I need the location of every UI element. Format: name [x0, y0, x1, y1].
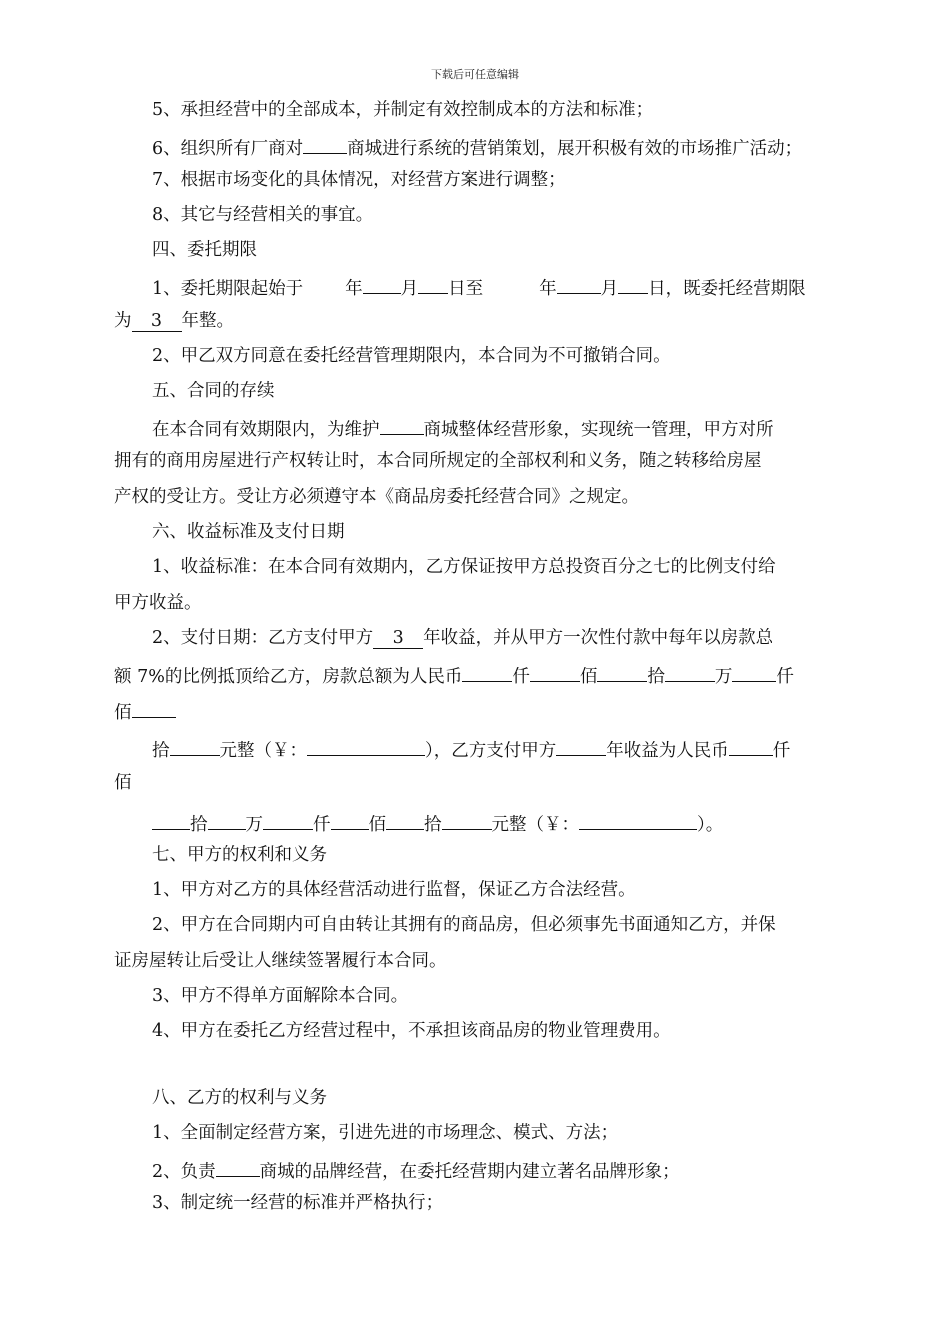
clause-line: 产权的受让方。受让方必须遵守本《商品房委托经营合同》之规定。	[114, 487, 639, 507]
blank-field[interactable]	[442, 809, 492, 830]
blank-field[interactable]	[597, 661, 647, 682]
blank-field[interactable]	[462, 661, 512, 682]
clause-line: 拾 元整（￥： ），乙方支付甲方 年收益为人民币 仟	[152, 735, 840, 763]
blank-field[interactable]	[386, 809, 424, 830]
clause-line: 7、根据市场变化的具体情况，对经营方案进行调整；	[152, 170, 566, 190]
blank-field[interactable]	[556, 735, 606, 756]
clause-line: 6、组织所有厂商对 商城进行系统的营销策划，展开积极有效的市场推广活动；	[152, 133, 840, 161]
clause-line: 佰	[114, 697, 840, 725]
blank-field[interactable]	[152, 809, 190, 830]
clause-line: 1、收益标准：在本合同有效期内，乙方保证按甲方总投资百分之七的比例支付给	[152, 557, 776, 577]
blank-field[interactable]	[132, 697, 176, 718]
clause-line: 甲方收益。	[114, 593, 202, 613]
blank-field[interactable]	[331, 809, 369, 830]
clause-line: 拾 万 仟 佰 拾 元整（￥： ）。	[152, 809, 840, 837]
clause-line: 拥有的商用房屋进行产权转让时，本合同所规定的全部权利和义务，随之转移给房屋	[114, 451, 762, 471]
clause-line: 证房屋转让后受让人继续签署履行本合同。	[114, 951, 447, 971]
clause-line: 2、甲乙双方同意在委托经营管理期限内，本合同为不可撤销合同。	[152, 346, 671, 366]
blank-field[interactable]	[732, 661, 776, 682]
blank-field[interactable]: 3	[132, 311, 182, 332]
clause-line: 1、委托期限起始于 年 月 日至 年 月 日，既委托经营期限	[152, 273, 840, 301]
section-heading: 七、甲方的权利和义务	[152, 845, 327, 865]
blank-field[interactable]: 3	[373, 628, 423, 649]
clause-line: 1、全面制定经营方案，引进先进的市场理念、模式、方法；	[152, 1123, 619, 1143]
blank-field[interactable]	[170, 735, 220, 756]
section-heading: 六、收益标准及支付日期	[152, 522, 345, 542]
clause-line: 在本合同有效期限内，为维护 商城整体经营形象，实现统一管理，甲方对所	[152, 414, 840, 442]
amount-field[interactable]	[579, 809, 697, 830]
section-heading: 四、委托期限	[152, 240, 257, 260]
amount-field[interactable]	[307, 735, 425, 756]
section-heading: 五、合同的存续	[152, 381, 275, 401]
blank-field[interactable]	[418, 273, 448, 294]
clause-line: 为 3 年整。	[114, 311, 234, 331]
blank-field[interactable]	[618, 273, 648, 294]
blank-field[interactable]	[729, 735, 773, 756]
clause-line: 额 7%的比例抵顶给乙方，房款总额为人民币 仟 佰 拾 万 仟	[114, 661, 840, 689]
clause-line: 3、甲方不得单方面解除本合同。	[152, 986, 409, 1006]
clause-line: 1、甲方对乙方的具体经营活动进行监督，保证乙方合法经营。	[152, 880, 636, 900]
clause-line: 2、支付日期：乙方支付甲方 3 年收益，并从甲方一次性付款中每年以房款总	[152, 628, 774, 648]
blank-field[interactable]	[303, 133, 347, 154]
blank-field[interactable]	[380, 414, 424, 435]
clause-line: 佰	[114, 773, 132, 793]
clause-line: 2、甲方在合同期内可自由转让其拥有的商品房，但必须事先书面通知乙方，并保	[152, 915, 776, 935]
clause-line: 3、制定统一经营的标准并严格执行；	[152, 1193, 444, 1213]
blank-field[interactable]	[363, 273, 401, 294]
clause-line: 8、其它与经营相关的事宜。	[152, 205, 374, 225]
blank-field[interactable]	[208, 809, 246, 830]
blank-field[interactable]	[216, 1156, 260, 1177]
clause-line: 2、负责 商城的品牌经营，在委托经营期内建立著名品牌形象；	[152, 1156, 840, 1184]
blank-field[interactable]	[263, 809, 313, 830]
clause-line: 4、甲方在委托乙方经营过程中，不承担该商品房的物业管理费用。	[152, 1021, 671, 1041]
section-heading: 八、乙方的权利与义务	[152, 1088, 327, 1108]
blank-field[interactable]	[530, 661, 580, 682]
blank-field[interactable]	[557, 273, 601, 294]
clause-line: 5、承担经营中的全部成本，并制定有效控制成本的方法和标准；	[152, 100, 654, 120]
blank-field[interactable]	[665, 661, 715, 682]
page-header: 下载后可任意编辑	[431, 68, 519, 81]
